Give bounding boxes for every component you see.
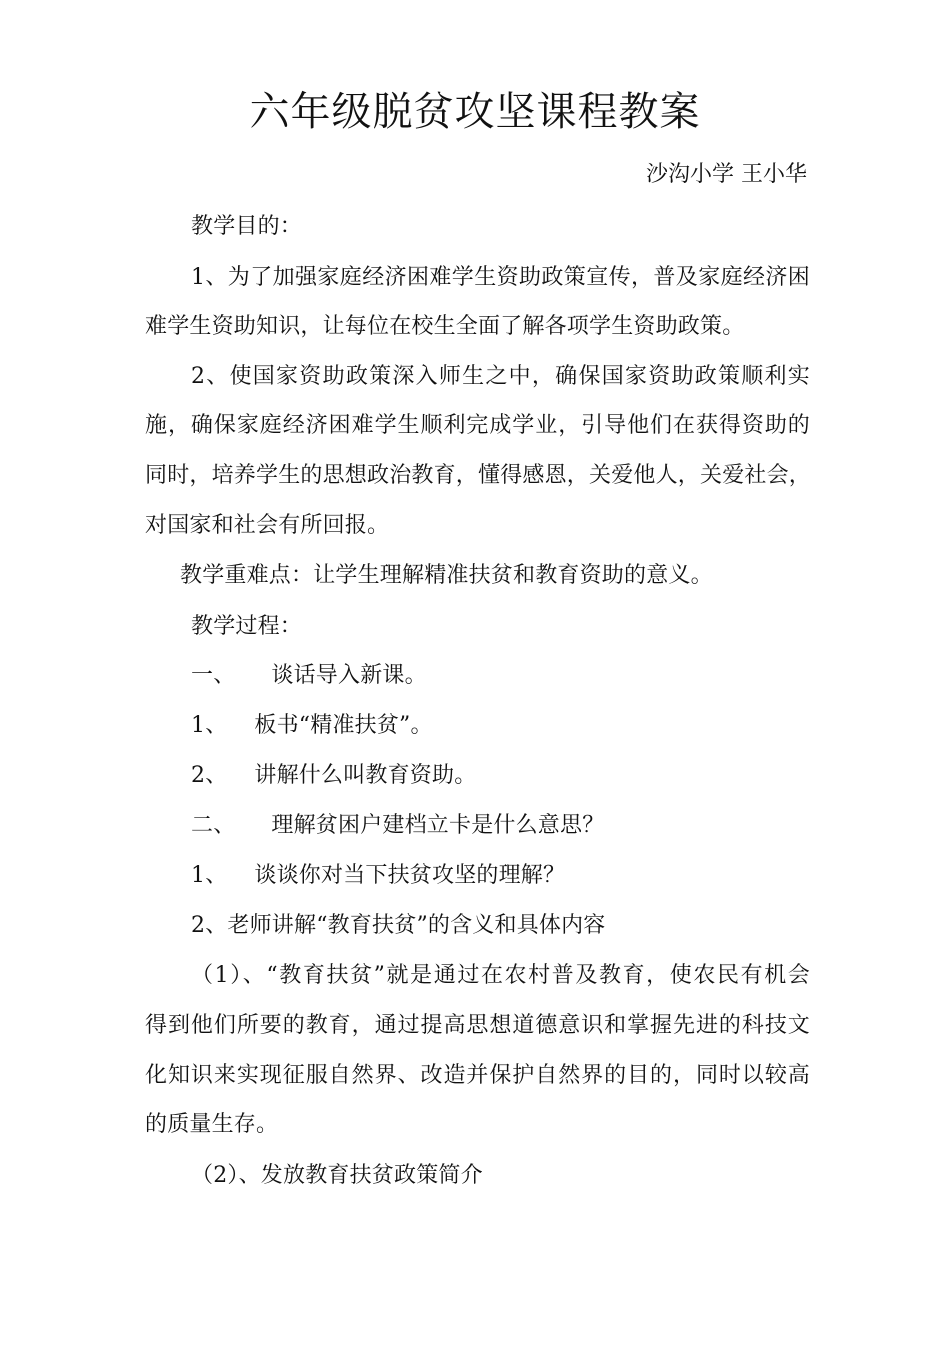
sub-2: （2）、发放教育扶贫政策简介 <box>191 1163 483 1188</box>
part-2-text: 理解贫困户建档立卡是什么意思？ <box>271 813 605 838</box>
part-1-item-1-number: 1、 <box>191 713 228 738</box>
sub-1-line-3: 化知识来实现征服自然界、改造并保护自然界的目的，同时以较高 <box>145 1063 810 1088</box>
goal-1-line-2: 难学生资助知识，让每位在校生全面了解各项学生资助政策。 <box>145 314 745 339</box>
part-2-item-2: 2、老师讲解“教育扶贫”的含义和具体内容 <box>191 913 606 938</box>
sub-1-line-2: 得到他们所要的教育，通过提高思想道德意识和掌握先进的科技文 <box>145 1013 810 1038</box>
process-heading: 教学过程： <box>191 614 303 639</box>
part-2-heading <box>191 811 604 841</box>
part-1-number: 一、 <box>191 663 236 688</box>
part-1-item-2 <box>191 761 476 791</box>
part-1-item-2-number: 2、 <box>191 763 228 788</box>
part-1-item-1 <box>191 711 433 741</box>
goal-2-line-1: 2、使国家资助政策深入师生之中，确保国家资助政策顺利实 <box>191 364 810 389</box>
part-2-item-1-text: 谈谈你对当下扶贫攻坚的理解？ <box>254 863 566 888</box>
document-title: 六年级脱贫攻坚课程教案 <box>249 89 701 135</box>
goal-2-line-2: 施，确保家庭经济困难学生顺利完成学业，引导他们在获得资助的 <box>145 413 810 438</box>
sub-1-line-4: 的质量生存。 <box>145 1112 279 1137</box>
goal-1-line-1: 1、为了加强家庭经济困难学生资助政策宣传，普及家庭经济困 <box>191 265 810 290</box>
part-2-item-1 <box>191 861 565 891</box>
goal-2-line-4: 对国家和社会有所回报。 <box>145 513 390 538</box>
part-2-number: 二、 <box>191 813 236 838</box>
part-1-item-1-text: 板书“精准扶贫”。 <box>254 713 433 738</box>
part-1-item-2-text: 讲解什么叫教育资助。 <box>254 763 477 788</box>
goal-heading: 教学目的： <box>191 214 303 239</box>
goal-2-line-3: 同时，培养学生的思想政治教育，懂得感恩，关爱他人，关爱社会， <box>145 463 812 488</box>
key-points: 教学重难点：让学生理解精准扶贫和教育资助的意义。 <box>180 563 713 588</box>
part-1-text: 谈话导入新课。 <box>271 663 427 688</box>
author-line: 沙沟小学 王小华 <box>646 162 807 187</box>
sub-1-line-1: （1）、“教育扶贫”就是通过在农村普及教育，使农民有机会 <box>191 963 810 988</box>
part-2-item-1-number: 1、 <box>191 863 228 888</box>
part-1-heading <box>191 661 427 691</box>
